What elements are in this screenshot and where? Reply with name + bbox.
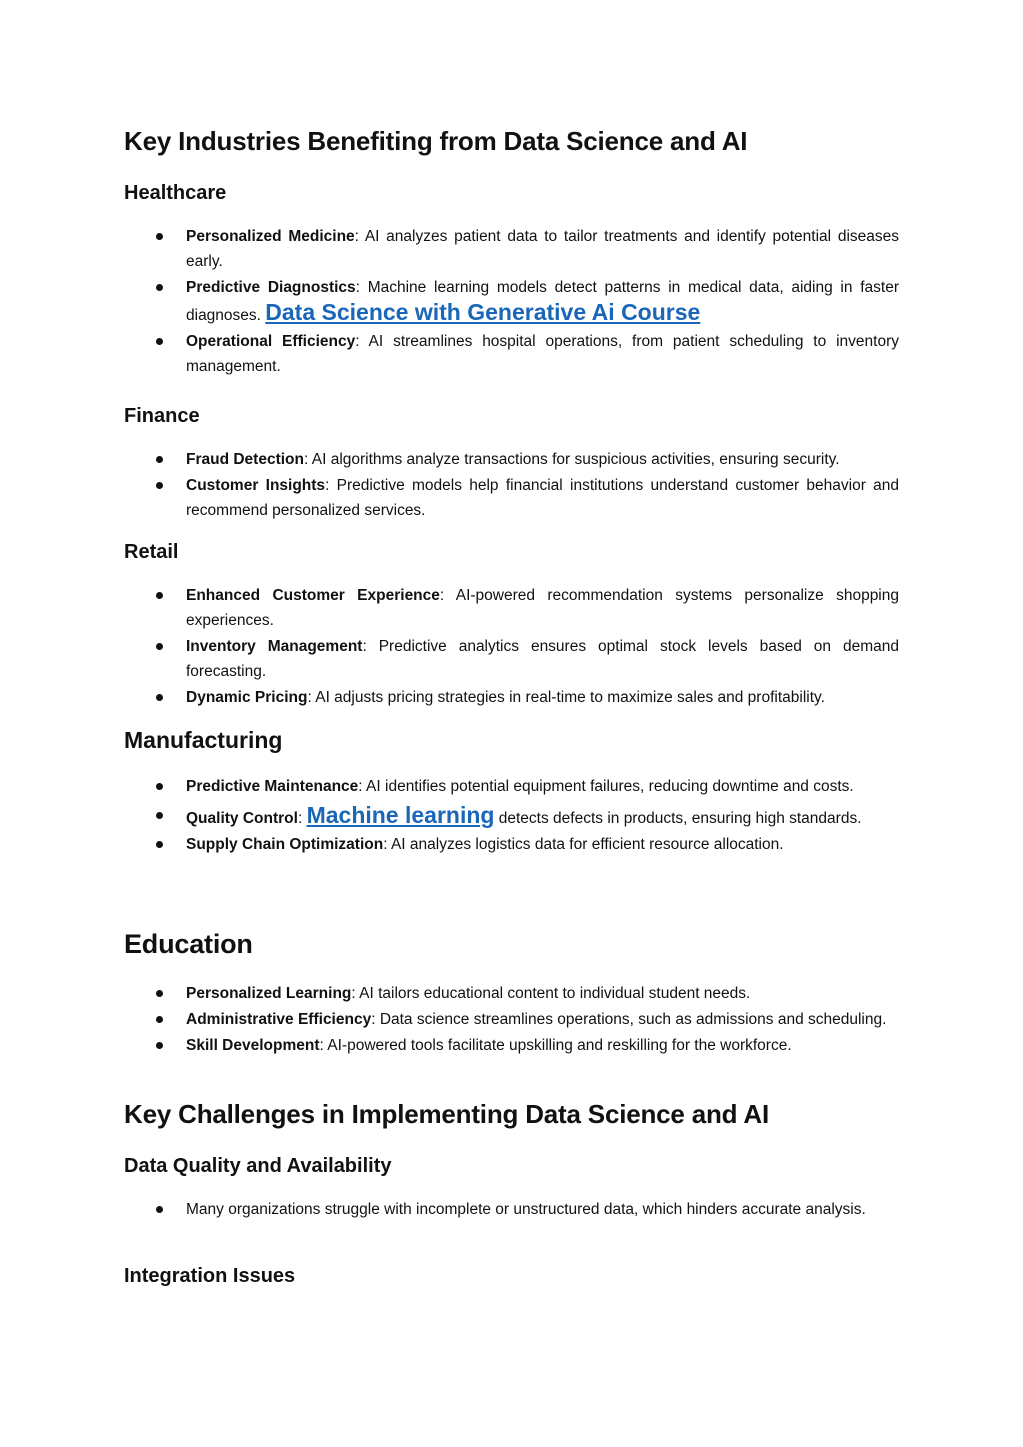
list-item	[124, 803, 899, 831]
list-item	[124, 1033, 899, 1058]
machine-learning-link[interactable]: Machine learning	[306, 802, 495, 828]
item-term: Predictive Diagnostics	[186, 279, 356, 296]
list-item	[124, 634, 899, 684]
item-text: : AI analyzes patient data to tailor treatments and identify potential diseases early.	[186, 228, 899, 270]
list-item	[124, 981, 899, 1006]
item-term: Enhanced Customer Experience	[186, 587, 440, 604]
list-item	[124, 774, 899, 799]
item-text: : Data science streamlines operations, such as admissions and scheduling.	[371, 1011, 887, 1028]
list-item	[124, 1007, 899, 1032]
item-term: Inventory Management	[186, 638, 363, 655]
list-education	[124, 981, 899, 1059]
heading-healthcare: Healthcare	[124, 182, 227, 204]
list-healthcare	[124, 224, 899, 380]
heading-retail: Retail	[124, 541, 179, 563]
heading-data-quality: Data Quality and Availability	[124, 1155, 392, 1177]
item-term: Administrative Efficiency	[186, 1011, 372, 1028]
list-item	[124, 832, 899, 857]
item-text: : AI-powered recommendation systems personalize shopping experiences.	[186, 587, 899, 629]
item-text: : Predictive analytics ensures optimal stock levels based on demand forecasting.	[186, 638, 899, 680]
list-item	[124, 583, 899, 633]
list-manufacturing	[124, 774, 899, 858]
item-text: : AI algorithms analyze transactions for suspicious activities, ensuring security.	[303, 451, 840, 468]
item-text: Many organizations struggle with incomplete or unstructured data, which hinders accurate analysis.	[186, 1201, 866, 1218]
course-link[interactable]: Data Science with Generative Ai Course	[265, 299, 701, 325]
item-text: : AI analyzes logistics data for efficient resource allocation.	[383, 836, 784, 853]
page-title: Key Industries Benefiting from Data Science and AI	[124, 126, 748, 156]
list-item	[124, 685, 899, 710]
list-item	[124, 224, 899, 274]
heading-manufacturing: Manufacturing	[124, 727, 283, 753]
list-finance	[124, 447, 899, 524]
list-item	[124, 275, 899, 328]
item-text: : Predictive models help financial institutions understand customer behavior and recommend personalized services.	[186, 477, 900, 519]
list-item	[124, 447, 899, 472]
challenges-title: Key Challenges in Implementing Data Science and AI	[124, 1099, 769, 1129]
item-term: Predictive Maintenance	[186, 778, 359, 795]
list-item	[124, 473, 899, 523]
item-term: Operational Efficiency	[186, 333, 356, 350]
item-text: : AI tailors educational content to individual student needs.	[351, 985, 751, 1002]
item-term: Quality Control	[186, 810, 298, 827]
item-term: Dynamic Pricing	[186, 689, 308, 706]
item-text: : AI-powered tools facilitate upskilling and reskilling for the workforce.	[319, 1037, 792, 1054]
item-text: : Machine learning models detect patterns in medical data, aiding in faster diagnoses.	[186, 279, 899, 324]
item-term: Personalized Medicine	[186, 228, 355, 245]
heading-integration: Integration Issues	[124, 1265, 296, 1287]
item-term: Personalized Learning	[186, 985, 352, 1002]
list-item	[124, 1197, 899, 1222]
item-term: Fraud Detection	[186, 451, 304, 468]
item-text: : AI identifies potential equipment failures, reducing downtime and costs.	[358, 778, 854, 795]
heading-education: Education	[124, 929, 253, 959]
item-term: Skill Development	[186, 1037, 320, 1054]
list-data-quality	[124, 1197, 899, 1223]
item-text: : AI streamlines hospital operations, from patient scheduling to inventory management.	[186, 333, 899, 375]
item-text: :	[297, 810, 307, 827]
item-term: Customer Insights	[186, 477, 326, 494]
list-retail	[124, 583, 899, 711]
item-text: detects defects in products, ensuring high standards.	[494, 810, 862, 827]
item-term: Supply Chain Optimization	[186, 836, 384, 853]
item-text: : AI adjusts pricing strategies in real-time to maximize sales and profitability.	[307, 689, 825, 706]
heading-finance: Finance	[124, 405, 200, 427]
list-item	[124, 329, 899, 379]
